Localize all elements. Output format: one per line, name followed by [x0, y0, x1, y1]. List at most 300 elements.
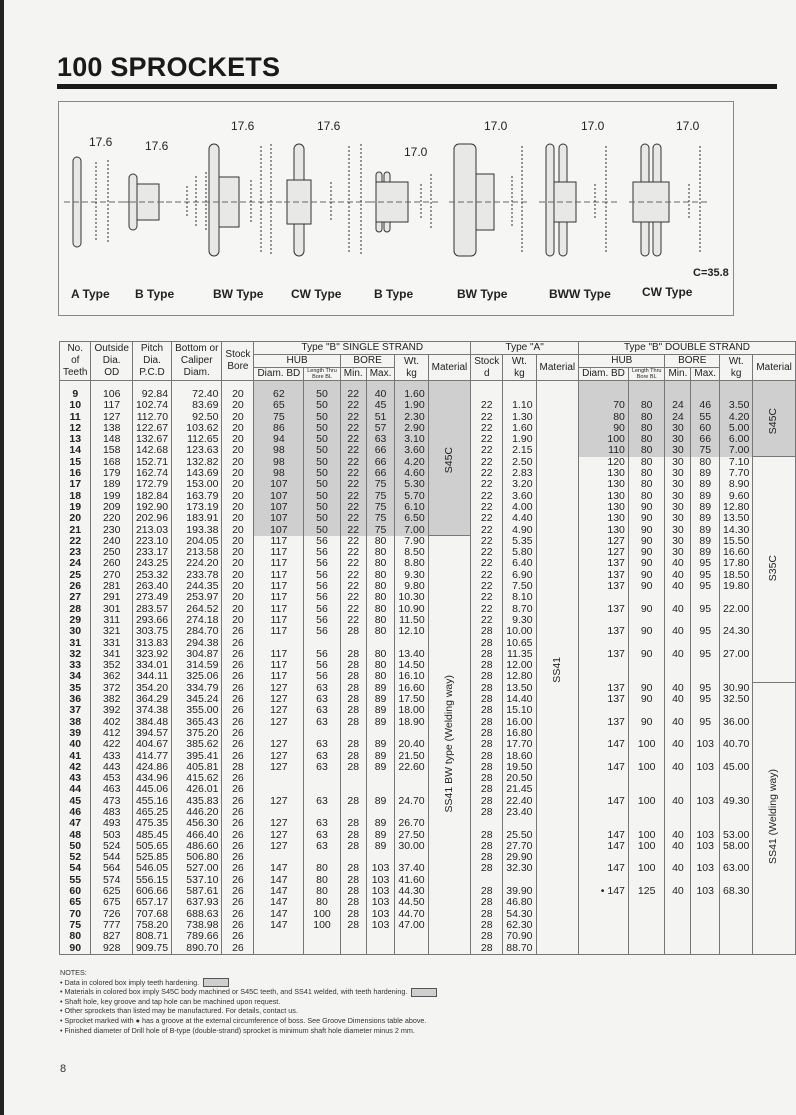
cell-s_bl: 50: [304, 491, 341, 502]
cell-s_max: 80: [366, 660, 395, 671]
cell-d_wt: 12.80: [720, 502, 753, 513]
cell-pcd: 909.75: [132, 943, 171, 955]
cell-cal: 637.93: [172, 897, 222, 908]
note-item: • Sprocket marked with ● has a groove at the external circumference of boss. See Groove Dimensions table above.: [60, 1015, 427, 1025]
cell-s_min: 22: [340, 502, 366, 513]
cell-d_min: 30: [665, 547, 691, 558]
cell-cal: 345.24: [172, 694, 222, 705]
cell-d_min: [665, 897, 691, 908]
single-material-ss41bw-label: SS41 BW type (Welding way): [442, 674, 455, 813]
cell-sb: 20: [222, 479, 254, 490]
cell-sb: 26: [222, 728, 254, 739]
cell-s_max: 80: [366, 649, 395, 660]
cell-s_bl: 80: [304, 886, 341, 897]
cell-d_max: 80: [691, 457, 720, 468]
col-od: Outside Dia. OD: [91, 342, 132, 381]
cell-d_min: [665, 592, 691, 603]
cell-d_min: [665, 773, 691, 784]
cell-s_max: 80: [366, 615, 395, 626]
cell-s_max: 66: [366, 468, 395, 479]
cell-a_wt: 7.50: [503, 581, 536, 592]
cell-s_wt: 2.90: [395, 423, 428, 434]
cell-od: 311: [91, 615, 132, 626]
cell-d_min: 40: [665, 830, 691, 841]
cell-s_max: 103: [366, 875, 395, 886]
cell-sb: 26: [222, 671, 254, 682]
cell-d_bl: 90: [628, 547, 665, 558]
cell-a_wt: 10.65: [503, 638, 536, 649]
cell-s_wt: 13.40: [395, 649, 428, 660]
cell-a_wt: 12.00: [503, 660, 536, 671]
cell-s_wt: 8.80: [395, 558, 428, 569]
cell-s_wt: 3.10: [395, 434, 428, 445]
cell-teeth: 35: [60, 683, 91, 694]
cell-pcd: 122.67: [132, 423, 171, 434]
a-wt-header: Wt. kg: [503, 355, 536, 381]
cell-s_bd: 107: [254, 513, 304, 524]
cell-a_d: 22: [471, 502, 503, 513]
cell-pcd: 525.85: [132, 852, 171, 863]
cell-od: 503: [91, 830, 132, 841]
cell-a_wt: 70.90: [503, 931, 536, 942]
cell-s_bl: 63: [304, 818, 341, 829]
cell-od: 209: [91, 502, 132, 513]
cell-d_wt: 14.30: [720, 525, 753, 536]
cell-s_wt: 1.90: [395, 400, 428, 411]
cell-d_wt: [720, 920, 753, 931]
cell-s_max: 80: [366, 604, 395, 615]
cell-d_bl: [628, 818, 665, 829]
cell-s_max: 63: [366, 434, 395, 445]
cell-d_bl: 80: [628, 400, 665, 411]
cell-teeth: 33: [60, 660, 91, 671]
cell-od: 544: [91, 852, 132, 863]
cell-d_min: 30: [665, 457, 691, 468]
cell-d_bd: [579, 592, 629, 603]
cell-a_d: 22: [471, 536, 503, 547]
cell-od: 168: [91, 457, 132, 468]
cell-s_max: 103: [366, 863, 395, 874]
cell-d_min: 30: [665, 513, 691, 524]
cell-d_wt: 36.00: [720, 717, 753, 728]
cell-d_min: 30: [665, 468, 691, 479]
cell-a_wt: 4.00: [503, 502, 536, 513]
cell-a_d: 22: [471, 513, 503, 524]
cell-d_max: 89: [691, 536, 720, 547]
cell-d_wt: [720, 660, 753, 671]
cell-d_wt: 3.50: [720, 400, 753, 411]
cell-cal: 405.81: [172, 762, 222, 773]
cell-s_min: 28: [340, 705, 366, 716]
dim-width-bww: 17.0: [581, 119, 605, 133]
cell-s_bl: 56: [304, 604, 341, 615]
cell-s_min: 22: [340, 423, 366, 434]
cell-s_max: 40: [366, 381, 395, 401]
cell-teeth: 26: [60, 581, 91, 592]
cell-s_max: 89: [366, 796, 395, 807]
cell-s_wt: 24.70: [395, 796, 428, 807]
cell-a_wt: 39.90: [503, 886, 536, 897]
single-material-header: Material: [428, 355, 471, 381]
cell-d_min: 30: [665, 423, 691, 434]
cell-sb: 26: [222, 683, 254, 694]
table-row: [60, 592, 796, 603]
cell-teeth: 50: [60, 841, 91, 852]
cell-d_bd: 90: [579, 423, 629, 434]
cell-s_min: 28: [340, 796, 366, 807]
cell-s_bl: 100: [304, 920, 341, 931]
cell-a_wt: 6.90: [503, 570, 536, 581]
table-row: [60, 570, 796, 581]
cell-s_max: 89: [366, 751, 395, 762]
cell-teeth: 55: [60, 875, 91, 886]
cell-a_d: 22: [471, 558, 503, 569]
cell-cal: 527.00: [172, 863, 222, 874]
cell-s_wt: 44.30: [395, 886, 428, 897]
cell-pcd: 465.25: [132, 807, 171, 818]
cell-a_d: 22: [471, 592, 503, 603]
cell-s_wt: 37.40: [395, 863, 428, 874]
cell-s_max: 89: [366, 694, 395, 705]
cell-od: 433: [91, 751, 132, 762]
cell-s_bl: 56: [304, 660, 341, 671]
cell-pcd: 132.67: [132, 434, 171, 445]
cell-sb: 20: [222, 547, 254, 558]
cell-s_max: 89: [366, 705, 395, 716]
cell-pcd: 455.16: [132, 796, 171, 807]
cell-a_d: 28: [471, 784, 503, 795]
cell-od: 260: [91, 558, 132, 569]
cell-s_max: 51: [366, 412, 395, 423]
cell-s_wt: 5.70: [395, 491, 428, 502]
cell-d_wt: [720, 807, 753, 818]
cell-a_d: 28: [471, 660, 503, 671]
cell-a_d: 28: [471, 943, 503, 955]
cell-d_bl: [628, 920, 665, 931]
cell-s_min: 22: [340, 468, 366, 479]
cell-d_bd: [579, 897, 629, 908]
cell-s_max: 80: [366, 581, 395, 592]
cell-d_bl: 90: [628, 558, 665, 569]
cell-d_wt: [720, 705, 753, 716]
cell-teeth: 22: [60, 536, 91, 547]
cell-s_min: [340, 931, 366, 942]
cell-a_wt: 19.50: [503, 762, 536, 773]
cell-od: 220: [91, 513, 132, 524]
cell-d_bl: [628, 807, 665, 818]
cell-s_bd: 147: [254, 863, 304, 874]
cell-d_wt: 7.10: [720, 457, 753, 468]
cell-d_min: 30: [665, 491, 691, 502]
cell-a_wt: 27.70: [503, 841, 536, 852]
cell-sb: 26: [222, 931, 254, 942]
cell-d_max: 89: [691, 479, 720, 490]
double-bore-header: BORE: [665, 355, 720, 368]
cell-d_bl: 90: [628, 502, 665, 513]
cell-d_bl: 90: [628, 694, 665, 705]
cell-sb: 26: [222, 784, 254, 795]
cell-teeth: 11: [60, 412, 91, 423]
cell-sb: 26: [222, 694, 254, 705]
group-single-strand: Type "B" SINGLE STRAND: [254, 342, 471, 355]
cell-cal: 426.01: [172, 784, 222, 795]
cell-s_wt: 9.30: [395, 570, 428, 581]
cell-d_bl: 90: [628, 604, 665, 615]
cell-s_max: 80: [366, 536, 395, 547]
cell-teeth: 75: [60, 920, 91, 931]
sprocket-diagrams: [58, 101, 734, 316]
cell-od: 777: [91, 920, 132, 931]
note-item: • Finished diameter of Drill hole of B-type (double-strand) sprocket is minimum shaft hole diameter minus 2 mm.: [60, 1025, 415, 1035]
cell-a_d: [471, 381, 503, 401]
a-material-header: Material: [536, 355, 579, 381]
cell-od: 148: [91, 434, 132, 445]
cell-d_min: [665, 381, 691, 401]
dim-width-bw-double: 17.0: [484, 119, 508, 133]
note-item: • Data in colored box imply teeth hardening.: [60, 978, 437, 988]
cell-s_min: 22: [340, 479, 366, 490]
cell-a_wt: 1.10: [503, 400, 536, 411]
table-row: [60, 412, 796, 423]
cell-pcd: 414.77: [132, 751, 171, 762]
table-row: [60, 502, 796, 513]
cell-teeth: 19: [60, 502, 91, 513]
cell-a_wt: 5.35: [503, 536, 536, 547]
cell-d_bd: • 147: [579, 886, 629, 897]
cell-d_min: [665, 920, 691, 931]
cell-a_wt: 88.70: [503, 943, 536, 955]
cell-a_d: 28: [471, 852, 503, 863]
cell-s_bd: 117: [254, 536, 304, 547]
cell-a_d: 28: [471, 886, 503, 897]
cell-s_max: 66: [366, 445, 395, 456]
cell-cal: 738.98: [172, 920, 222, 931]
double-hub-header: HUB: [579, 355, 665, 368]
cell-sb: 20: [222, 581, 254, 592]
cell-d_bl: 90: [628, 536, 665, 547]
cell-od: 127: [91, 412, 132, 423]
cell-pcd: 303.75: [132, 626, 171, 637]
cell-sb: 26: [222, 920, 254, 931]
table-row: [60, 897, 796, 908]
cell-sb: 20: [222, 615, 254, 626]
cell-d_bl: [628, 592, 665, 603]
cell-d_min: [665, 784, 691, 795]
cell-pcd: 152.71: [132, 457, 171, 468]
double-min-header: Min.: [665, 368, 691, 381]
cell-a_d: 28: [471, 841, 503, 852]
cell-d_min: 30: [665, 445, 691, 456]
cell-s_wt: [395, 943, 428, 955]
cell-pcd: 162.74: [132, 468, 171, 479]
cell-pcd: 374.38: [132, 705, 171, 716]
cell-a_wt: 46.80: [503, 897, 536, 908]
cell-pcd: 657.17: [132, 897, 171, 908]
cell-cal: 395.41: [172, 751, 222, 762]
cell-cal: 537.10: [172, 875, 222, 886]
cell-a_d: 28: [471, 931, 503, 942]
cell-s_bd: 127: [254, 694, 304, 705]
cell-s_min: [340, 784, 366, 795]
cell-a_wt: 3.20: [503, 479, 536, 490]
cell-s_wt: 6.50: [395, 513, 428, 524]
cell-s_min: 22: [340, 412, 366, 423]
cell-d_wt: [720, 592, 753, 603]
cell-d_wt: [720, 818, 753, 829]
cell-od: 179: [91, 468, 132, 479]
cell-a_wt: 2.83: [503, 468, 536, 479]
table-row: [60, 547, 796, 558]
cell-a_wt: 29.90: [503, 852, 536, 863]
table-row: [60, 649, 796, 660]
cell-sb: 26: [222, 751, 254, 762]
cell-s_bd: 98: [254, 468, 304, 479]
cell-d_bd: 147: [579, 830, 629, 841]
cell-s_bd: 127: [254, 705, 304, 716]
cell-cal: 365.43: [172, 717, 222, 728]
label-bww-type: BWW Type: [549, 287, 611, 301]
cell-s_min: 22: [340, 400, 366, 411]
cell-a_d: 28: [471, 705, 503, 716]
cell-d_bd: 130: [579, 468, 629, 479]
table-row: [60, 717, 796, 728]
cell-s_min: 28: [340, 660, 366, 671]
cell-sb: 20: [222, 570, 254, 581]
cell-sb: 28: [222, 762, 254, 773]
cell-s_min: 28: [340, 694, 366, 705]
c-dimension-note: C=35.8: [693, 267, 729, 279]
cell-s_bd: 117: [254, 671, 304, 682]
cell-a_d: 22: [471, 525, 503, 536]
cell-s_max: 66: [366, 457, 395, 468]
cell-od: 574: [91, 875, 132, 886]
cell-d_min: [665, 818, 691, 829]
cell-s_min: 28: [340, 920, 366, 931]
cell-s_min: 28: [340, 671, 366, 682]
cell-teeth: 29: [60, 615, 91, 626]
cell-d_max: 95: [691, 694, 720, 705]
dim-width-cw-double: 17.0: [676, 119, 700, 133]
cell-sb: 26: [222, 818, 254, 829]
diagram-bw-type: [204, 144, 284, 256]
cell-d_bd: [579, 784, 629, 795]
cell-a_d: 28: [471, 683, 503, 694]
cell-sb: 26: [222, 739, 254, 750]
cell-s_wt: 44.50: [395, 897, 428, 908]
table-row: [60, 863, 796, 874]
cell-od: 675: [91, 897, 132, 908]
cell-cal: 355.00: [172, 705, 222, 716]
cell-pcd: 142.68: [132, 445, 171, 456]
cell-a_d: 22: [471, 434, 503, 445]
label-cw-type: CW Type: [291, 287, 342, 301]
double-material-s45c-label: S45C: [767, 407, 780, 435]
cell-pcd: 384.48: [132, 717, 171, 728]
cell-d_bd: 147: [579, 762, 629, 773]
cell-s_min: 28: [340, 818, 366, 829]
cell-s_bd: 86: [254, 423, 304, 434]
cell-cal: 415.62: [172, 773, 222, 784]
cell-cal: 253.97: [172, 592, 222, 603]
cell-s_bl: 50: [304, 445, 341, 456]
cell-d_max: 103: [691, 830, 720, 841]
cell-pcd: 293.66: [132, 615, 171, 626]
cell-s_bl: 63: [304, 694, 341, 705]
table-body: [60, 381, 796, 955]
cell-d_wt: 5.00: [720, 423, 753, 434]
cell-pcd: 707.68: [132, 909, 171, 920]
cell-sb: 26: [222, 943, 254, 955]
cell-d_bd: 137: [579, 581, 629, 592]
cell-od: 382: [91, 694, 132, 705]
cell-sb: 26: [222, 875, 254, 886]
cell-cal: 294.38: [172, 638, 222, 649]
cell-sb: 26: [222, 717, 254, 728]
cell-d_max: 89: [691, 513, 720, 524]
cell-sb: 20: [222, 604, 254, 615]
cell-teeth: 39: [60, 728, 91, 739]
cell-s_bd: 117: [254, 570, 304, 581]
cell-s_bd: [254, 784, 304, 795]
sprocket-diagram-drawing: [59, 102, 733, 315]
cell-teeth: 52: [60, 852, 91, 863]
cell-od: 341: [91, 649, 132, 660]
cell-d_min: 40: [665, 604, 691, 615]
cell-d_wt: 19.80: [720, 581, 753, 592]
cell-od: 422: [91, 739, 132, 750]
cell-s_bl: 63: [304, 796, 341, 807]
cell-od: 625: [91, 886, 132, 897]
cell-od: 453: [91, 773, 132, 784]
cell-d_wt: 6.00: [720, 434, 753, 445]
cell-cal: 334.79: [172, 683, 222, 694]
cell-od: 199: [91, 491, 132, 502]
cell-pcd: 505.65: [132, 841, 171, 852]
table-row: [60, 773, 796, 784]
cell-a_wt: [503, 818, 536, 829]
double-diam-bd-header: Diam. BD: [579, 368, 629, 381]
cell-d_max: 75: [691, 445, 720, 456]
cell-s_min: 28: [340, 739, 366, 750]
cell-teeth: 17: [60, 479, 91, 490]
cell-s_bd: 62: [254, 381, 304, 401]
cell-s_bd: 127: [254, 739, 304, 750]
cell-a_d: 22: [471, 604, 503, 615]
label-b-type: B Type: [135, 287, 175, 301]
diagram-bw-type-double: [449, 144, 529, 256]
cell-pcd: 92.84: [132, 381, 171, 401]
dim-width-cw: 17.6: [317, 119, 341, 133]
cell-a_wt: 15.10: [503, 705, 536, 716]
cell-s_wt: 16.60: [395, 683, 428, 694]
cell-d_max: 60: [691, 423, 720, 434]
cell-d_min: 40: [665, 762, 691, 773]
cell-d_bd: [579, 705, 629, 716]
cell-pcd: 283.57: [132, 604, 171, 615]
cell-cal: 446.20: [172, 807, 222, 818]
cell-d_bd: 100: [579, 434, 629, 445]
cell-s_bl: 56: [304, 626, 341, 637]
cell-d_max: [691, 818, 720, 829]
cell-a_wt: 3.60: [503, 491, 536, 502]
cell-s_min: 22: [340, 525, 366, 536]
cell-d_max: 95: [691, 604, 720, 615]
cell-d_bl: 80: [628, 434, 665, 445]
cell-sb: 20: [222, 381, 254, 401]
cell-d_min: 40: [665, 886, 691, 897]
label-a-type: A Type: [71, 287, 110, 301]
cell-s_bd: 107: [254, 502, 304, 513]
